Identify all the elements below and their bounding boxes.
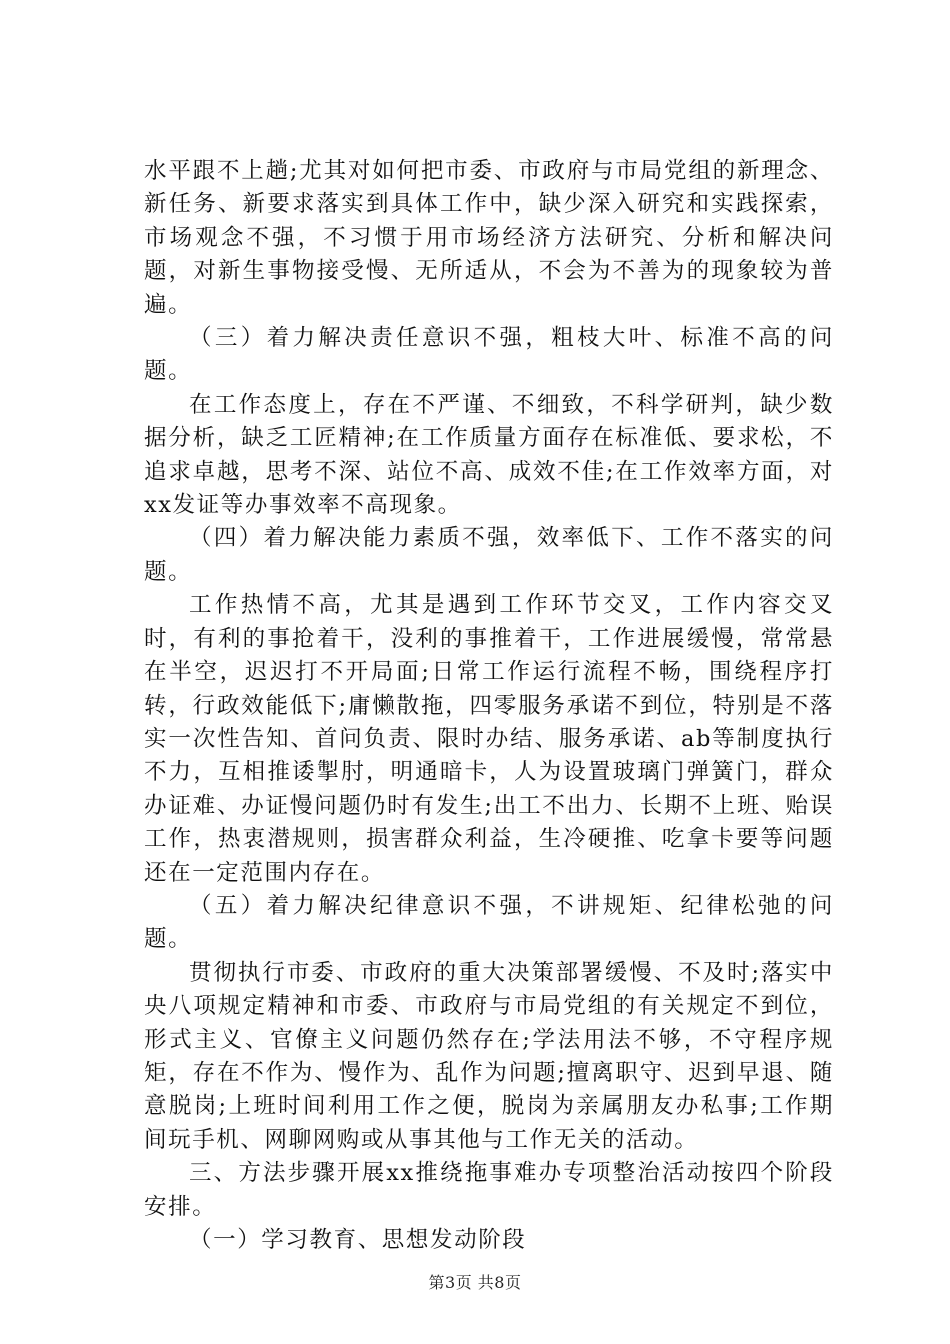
section-heading-4: （四）着力解决能力素质不强，效率低下、工作不落实的问题。 [144, 525, 834, 585]
page-footer: 第3页 共8页 [428, 1273, 522, 1292]
subsection-heading-1: （一）学习教育、思想发动阶段 [189, 1227, 527, 1253]
paragraph-continuation: 水平跟不上趟;尤其对如何把市委、市政府与市局党组的新理念、新任务、新要求落实到具体工作中，缺少深入研究和实践探索，市场观念不强，不习惯于用市场经济方法研究、分析和解决问题，对新生事物接受慢、无所适从，不会为不善为的现象较为普遍。 [144, 158, 834, 318]
paragraph-section-4: 工作热情不高，尤其是遇到工作环节交叉，工作内容交叉时，有利的事抢着干，没利的事推着干，工作进展缓慢，常常悬在半空，迟迟打不开局面;日常工作运行流程不畅，围绕程序打转，行政效能低下;庸懒散拖，四零服务承诺不到位，特别是不落实一次性告知、首问负责、限时办结、服务承诺、ab等制度执行不力，互相推诿掣肘，明通暗卡，人为设置玻璃门弹簧门，群众办证难、办证慢问题仍时有发生;出工不出力、长期不上班、贻误工作，热衷潜规则，损害群众利益，生冷硬推、吃拿卡要等问题还在一定范围内存在。 [144, 592, 834, 886]
document-body [144, 155, 834, 1257]
chapter-heading-3: 三、方法步骤开展xx推绕拖事难办专项整治活动按四个阶段安排。 [144, 1160, 834, 1220]
section-heading-3: （三）着力解决责任意识不强，粗枝大叶、标准不高的问题。 [144, 325, 834, 385]
paragraph-section-3: 在工作态度上，存在不严谨、不细致，不科学研判，缺少数据分析，缺乏工匠精神;在工作质量方面存在标准低、要求松，不追求卓越，思考不深、站位不高、成效不佳;在工作效率方面，对xx发证等办事效率不高现象。 [144, 391, 834, 519]
section-heading-5: （五）着力解决纪律意识不强，不讲规矩、纪律松弛的问题。 [144, 892, 834, 953]
paragraph-section-5: 贯彻执行市委、市政府的重大决策部署缓慢、不及时;落实中央八项规定精神和市委、市政府与市局党组的有关规定不到位，形式主义、官僚主义问题仍然存在;学法用法不够，不守程序规矩，存在不作为、慢作为、乱作为问题;擅离职守、迟到早退、随意脱岗;上班时间利用工作之便，脱岗为亲属朋友办私事;工作期间玩手机、网聊网购或从事其他与工作无关的活动。 [144, 959, 834, 1153]
